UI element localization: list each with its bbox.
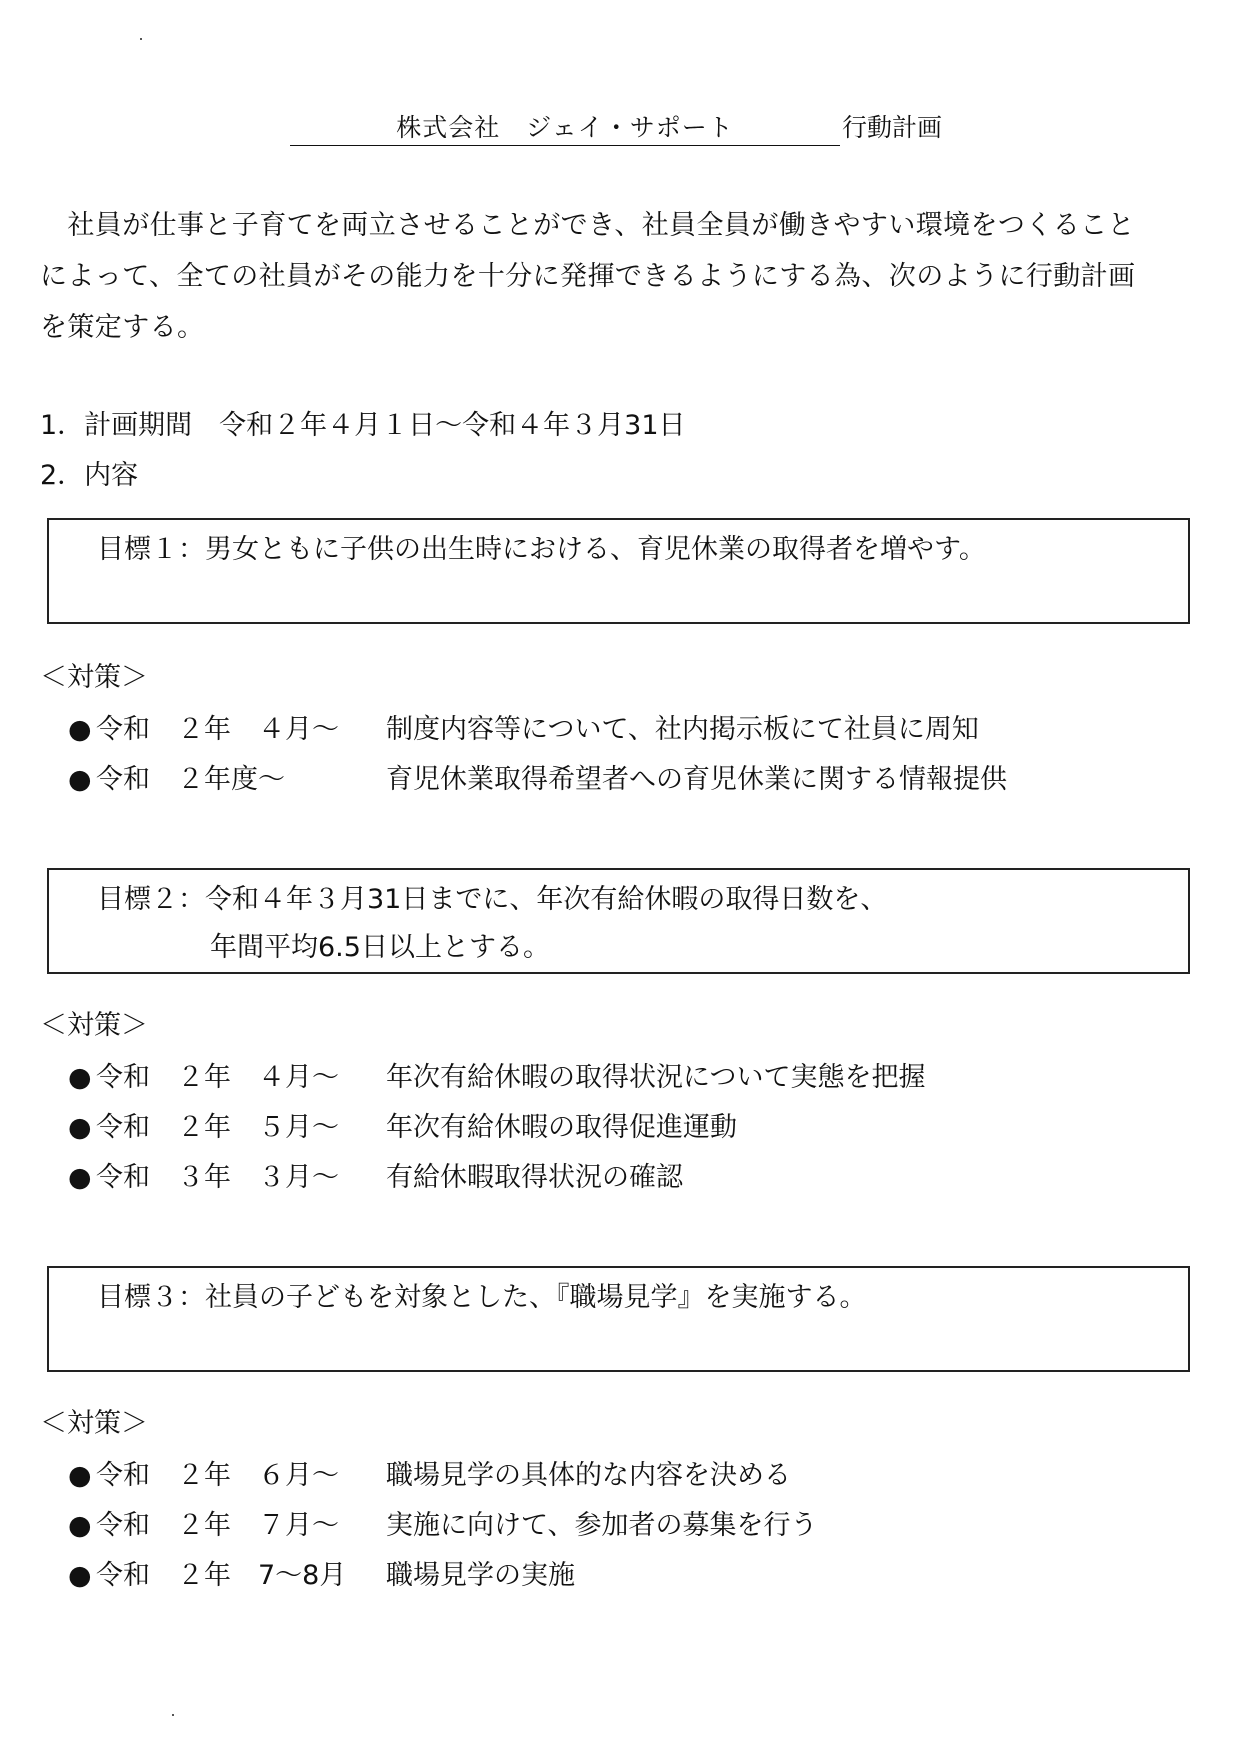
measure-desc: 制度内容等について、社内掲示板にて社員に周知 — [386, 714, 979, 745]
bullet-icon: ● — [68, 714, 92, 745]
intro-line: によって、全ての社員がその能力を十分に発揮できるようにする為、次のように行動計画 — [40, 261, 1136, 292]
bullet-icon: ● — [68, 1560, 92, 1591]
measures-heading: ＜対策＞ — [40, 1010, 148, 1041]
measure-desc: 年次有給休暇の取得状況について実態を把握 — [386, 1062, 926, 1093]
document-title — [290, 108, 990, 148]
measure-date: 令和 ２年 ５月～ — [96, 1112, 339, 1143]
measure-date: 令和 ３年 ３月～ — [96, 1162, 339, 1193]
company-name: 株式会社 ジェイ・サポート — [290, 111, 840, 146]
goal-3-box — [47, 1266, 1190, 1372]
content-heading: 2．内容 — [40, 460, 139, 491]
measure-item — [68, 1556, 575, 1596]
bullet-icon: ● — [68, 1510, 92, 1541]
goal-2-text: 目標２：令和４年３月31日までに、年次有給休暇の取得日数を、 — [97, 884, 888, 915]
measure-item — [68, 1058, 925, 1098]
measure-desc: 職場見学の具体的な内容を決める — [386, 1460, 791, 1491]
measure-item — [68, 1108, 737, 1148]
measures-heading: ＜対策＞ — [40, 662, 148, 693]
measure-desc: 有給休暇取得状況の確認 — [386, 1162, 683, 1193]
bullet-icon: ● — [68, 1112, 92, 1143]
measure-date: 令和 ２年 ７月～ — [96, 1510, 339, 1541]
intro-line: 社員が仕事と子育てを両立させることができ、社員全員が働きやすい環境をつくること — [40, 210, 1135, 241]
goal-2-text-cont: 年間平均6.5日以上とする。 — [210, 932, 550, 963]
measure-item — [68, 1506, 817, 1546]
scan-speck — [140, 38, 142, 40]
measure-item — [68, 710, 979, 750]
measure-date: 令和 ２年 ６月～ — [96, 1460, 339, 1491]
goal-1-box — [47, 518, 1190, 624]
title-suffix: 行動計画 — [842, 113, 943, 142]
scan-speck — [172, 1714, 174, 1716]
measure-desc: 年次有給休暇の取得促進運動 — [386, 1112, 737, 1143]
bullet-icon: ● — [68, 1162, 92, 1193]
measures-heading: ＜対策＞ — [40, 1408, 148, 1439]
intro-paragraph — [40, 200, 1220, 353]
measure-date: 令和 ２年 7～8月 — [96, 1560, 347, 1591]
goal-1-text: 目標１：男女ともに子供の出生時における、育児休業の取得者を増やす。 — [97, 534, 986, 565]
intro-line: を策定する。 — [40, 312, 205, 343]
measure-item — [68, 1158, 683, 1198]
bullet-icon: ● — [68, 764, 92, 795]
bullet-icon: ● — [68, 1460, 92, 1491]
goal-3-text: 目標３：社員の子どもを対象とした、『職場見学』を実施する。 — [97, 1282, 867, 1313]
measure-desc: 実施に向けて、参加者の募集を行う — [386, 1510, 818, 1541]
plan-period: 1．計画期間 令和２年４月１日～令和４年３月31日 — [40, 410, 686, 441]
measure-desc: 職場見学の実施 — [386, 1560, 575, 1591]
measure-date: 令和 ２年 ４月～ — [96, 714, 339, 745]
measure-date: 令和 ２年度～ — [96, 764, 285, 795]
measure-item — [68, 760, 1007, 800]
measure-item — [68, 1456, 791, 1496]
bullet-icon: ● — [68, 1062, 92, 1093]
measure-date: 令和 ２年 ４月～ — [96, 1062, 339, 1093]
goal-2-box — [47, 868, 1190, 974]
measure-desc: 育児休業取得希望者への育児休業に関する情報提供 — [386, 764, 1007, 795]
